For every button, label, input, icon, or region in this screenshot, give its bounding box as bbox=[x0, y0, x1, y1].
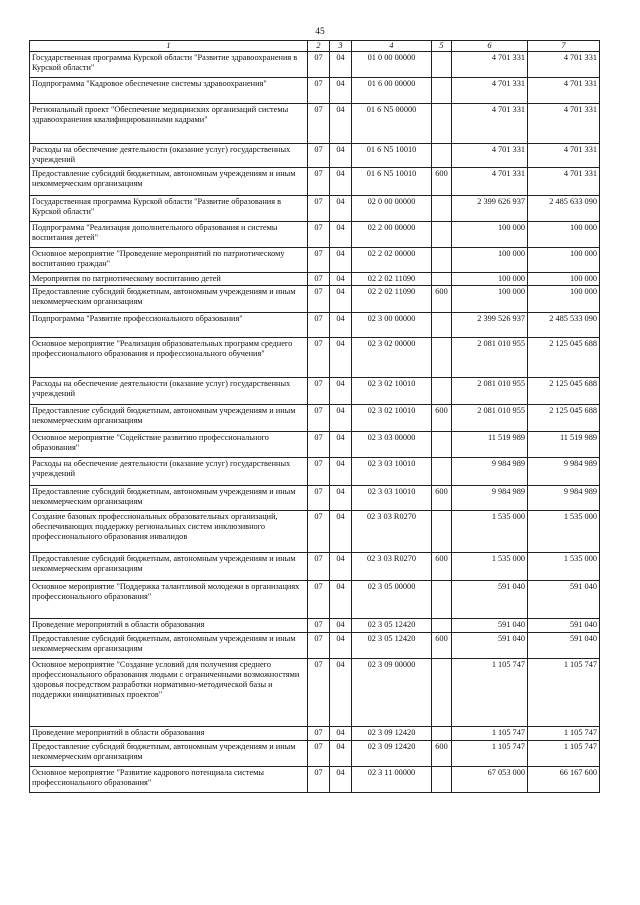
table-row bbox=[30, 659, 600, 727]
row-amount-year-1: 1 105 747 bbox=[452, 659, 528, 727]
row-target-code: 02 3 03 00000 bbox=[352, 432, 432, 458]
row-subsection: 04 bbox=[330, 378, 352, 405]
table-row bbox=[30, 104, 600, 144]
column-header-3: 3 bbox=[330, 41, 352, 52]
table-row bbox=[30, 633, 600, 659]
row-amount-year-2: 100 000 bbox=[528, 273, 600, 286]
row-target-code: 02 2 02 11090 bbox=[352, 273, 432, 286]
row-subsection: 04 bbox=[330, 581, 352, 619]
row-section: 07 bbox=[308, 405, 330, 432]
row-target-code: 02 2 00 00000 bbox=[352, 222, 432, 248]
row-expense-type bbox=[432, 248, 452, 273]
row-amount-year-2: 9 984 989 bbox=[528, 458, 600, 486]
row-subsection: 04 bbox=[330, 405, 352, 432]
row-subsection: 04 bbox=[330, 511, 352, 553]
row-target-code: 02 3 05 00000 bbox=[352, 581, 432, 619]
row-expense-type bbox=[432, 458, 452, 486]
row-amount-year-2: 2 485 633 090 bbox=[528, 196, 600, 222]
table-row bbox=[30, 286, 600, 313]
row-subsection: 04 bbox=[330, 633, 352, 659]
row-amount-year-1: 4 701 331 bbox=[452, 144, 528, 168]
row-name: Основное мероприятие "Создание условий для получения среднего профессионального образования людьми с ограниченными возможностями здоровья посредством разработки нормативно-методической базы и поддержки инициативных проектов" bbox=[30, 659, 308, 727]
row-expense-type bbox=[432, 78, 452, 104]
row-expense-type: 600 bbox=[432, 486, 452, 511]
row-section: 07 bbox=[308, 248, 330, 273]
table-row bbox=[30, 78, 600, 104]
row-amount-year-1: 100 000 bbox=[452, 248, 528, 273]
row-target-code: 02 3 09 00000 bbox=[352, 659, 432, 727]
row-name: Основное мероприятие "Поддержка талантливой молодежи в организациях профессионального образования" bbox=[30, 581, 308, 619]
row-name: Подпрограмма "Реализация дополнительного образования и системы воспитания детей" bbox=[30, 222, 308, 248]
row-section: 07 bbox=[308, 196, 330, 222]
row-expense-type bbox=[432, 432, 452, 458]
row-target-code: 02 3 03 10010 bbox=[352, 486, 432, 511]
row-section: 07 bbox=[308, 619, 330, 633]
row-expense-type bbox=[432, 222, 452, 248]
row-subsection: 04 bbox=[330, 222, 352, 248]
row-subsection: 04 bbox=[330, 286, 352, 313]
row-subsection: 04 bbox=[330, 52, 352, 78]
row-subsection: 04 bbox=[330, 741, 352, 767]
row-expense-type bbox=[432, 104, 452, 144]
row-target-code: 02 3 11 00000 bbox=[352, 767, 432, 793]
row-expense-type bbox=[432, 273, 452, 286]
row-target-code: 01 6 N5 10010 bbox=[352, 144, 432, 168]
row-section: 07 bbox=[308, 104, 330, 144]
row-amount-year-2: 591 040 bbox=[528, 633, 600, 659]
table-row bbox=[30, 248, 600, 273]
row-section: 07 bbox=[308, 511, 330, 553]
row-name: Основное мероприятие "Развитие кадрового потенциала системы профессионального образования" bbox=[30, 767, 308, 793]
row-section: 07 bbox=[308, 144, 330, 168]
row-name: Расходы на обеспечение деятельности (оказание услуг) государственных учреждений bbox=[30, 458, 308, 486]
row-amount-year-2: 2 125 045 688 bbox=[528, 378, 600, 405]
table-row bbox=[30, 486, 600, 511]
row-subsection: 04 bbox=[330, 486, 352, 511]
column-header-1: 1 bbox=[30, 41, 308, 52]
row-section: 07 bbox=[308, 378, 330, 405]
row-amount-year-2: 100 000 bbox=[528, 286, 600, 313]
row-amount-year-1: 2 081 010 955 bbox=[452, 405, 528, 432]
row-target-code: 02 2 02 00000 bbox=[352, 248, 432, 273]
row-subsection: 04 bbox=[330, 619, 352, 633]
row-amount-year-1: 2 399 626 937 bbox=[452, 196, 528, 222]
row-section: 07 bbox=[308, 767, 330, 793]
row-expense-type: 600 bbox=[432, 633, 452, 659]
table-row bbox=[30, 338, 600, 378]
row-expense-type bbox=[432, 511, 452, 553]
row-name: Подпрограмма "Развитие профессионального образования" bbox=[30, 313, 308, 338]
row-amount-year-1: 9 984 989 bbox=[452, 486, 528, 511]
row-name: Предоставление субсидий бюджетным, автономным учреждениям и иным некоммерческим организациям bbox=[30, 286, 308, 313]
row-section: 07 bbox=[308, 581, 330, 619]
row-amount-year-1: 100 000 bbox=[452, 222, 528, 248]
row-target-code: 01 0 00 00000 bbox=[352, 52, 432, 78]
row-amount-year-2: 66 167 600 bbox=[528, 767, 600, 793]
row-amount-year-2: 2 485 533 090 bbox=[528, 313, 600, 338]
row-target-code: 02 3 03 10010 bbox=[352, 458, 432, 486]
row-amount-year-1: 2 081 010 955 bbox=[452, 338, 528, 378]
row-name: Региональный проект "Обеспечение медицинских организаций системы здравоохранения квалифицированными кадрами" bbox=[30, 104, 308, 144]
row-target-code: 02 3 05 12420 bbox=[352, 619, 432, 633]
table-row bbox=[30, 52, 600, 78]
row-subsection: 04 bbox=[330, 78, 352, 104]
row-section: 07 bbox=[308, 168, 330, 196]
row-section: 07 bbox=[308, 486, 330, 511]
row-section: 07 bbox=[308, 553, 330, 581]
row-amount-year-2: 2 125 045 688 bbox=[528, 338, 600, 378]
row-amount-year-2: 591 040 bbox=[528, 619, 600, 633]
column-header-4: 4 bbox=[352, 41, 432, 52]
row-name: Государственная программа Курской области "Развитие образования в Курской области" bbox=[30, 196, 308, 222]
row-subsection: 04 bbox=[330, 168, 352, 196]
column-header-5: 5 bbox=[432, 41, 452, 52]
row-amount-year-1: 4 701 331 bbox=[452, 52, 528, 78]
row-expense-type bbox=[432, 313, 452, 338]
row-amount-year-1: 591 040 bbox=[452, 633, 528, 659]
row-subsection: 04 bbox=[330, 727, 352, 741]
row-section: 07 bbox=[308, 313, 330, 338]
row-section: 07 bbox=[308, 633, 330, 659]
row-name: Предоставление субсидий бюджетным, автономным учреждениям и иным некоммерческим организациям bbox=[30, 553, 308, 581]
column-header-6: 6 bbox=[452, 41, 528, 52]
row-amount-year-2: 2 125 045 688 bbox=[528, 405, 600, 432]
row-amount-year-1: 4 701 331 bbox=[452, 104, 528, 144]
row-subsection: 04 bbox=[330, 144, 352, 168]
row-expense-type bbox=[432, 52, 452, 78]
table-row bbox=[30, 222, 600, 248]
row-section: 07 bbox=[308, 286, 330, 313]
row-name: Государственная программа Курской области "Развитие здравоохранения в Курской области" bbox=[30, 52, 308, 78]
row-expense-type bbox=[432, 767, 452, 793]
table-row bbox=[30, 619, 600, 633]
row-subsection: 04 bbox=[330, 767, 352, 793]
table-row bbox=[30, 727, 600, 741]
row-amount-year-1: 2 081 010 955 bbox=[452, 378, 528, 405]
row-amount-year-2: 1 105 747 bbox=[528, 659, 600, 727]
row-expense-type bbox=[432, 338, 452, 378]
table-row bbox=[30, 432, 600, 458]
row-name: Предоставление субсидий бюджетным, автономным учреждениям и иным некоммерческим организациям bbox=[30, 741, 308, 767]
row-amount-year-1: 591 040 bbox=[452, 619, 528, 633]
row-amount-year-2: 1 105 747 bbox=[528, 741, 600, 767]
row-amount-year-1: 2 399 526 937 bbox=[452, 313, 528, 338]
row-expense-type bbox=[432, 619, 452, 633]
table-row bbox=[30, 458, 600, 486]
row-amount-year-1: 591 040 bbox=[452, 581, 528, 619]
row-section: 07 bbox=[308, 727, 330, 741]
row-subsection: 04 bbox=[330, 338, 352, 378]
row-amount-year-2: 4 701 331 bbox=[528, 52, 600, 78]
row-expense-type bbox=[432, 144, 452, 168]
row-target-code: 02 3 05 12420 bbox=[352, 633, 432, 659]
row-amount-year-2: 100 000 bbox=[528, 248, 600, 273]
row-section: 07 bbox=[308, 659, 330, 727]
table-row bbox=[30, 378, 600, 405]
table-row bbox=[30, 144, 600, 168]
row-target-code: 02 3 02 10010 bbox=[352, 405, 432, 432]
row-target-code: 02 3 09 12420 bbox=[352, 741, 432, 767]
row-amount-year-2: 100 000 bbox=[528, 222, 600, 248]
row-amount-year-1: 100 000 bbox=[452, 273, 528, 286]
row-subsection: 04 bbox=[330, 248, 352, 273]
column-header-7: 7 bbox=[528, 41, 600, 52]
table-row bbox=[30, 313, 600, 338]
row-amount-year-1: 67 053 000 bbox=[452, 767, 528, 793]
row-section: 07 bbox=[308, 432, 330, 458]
row-expense-type bbox=[432, 659, 452, 727]
table-row bbox=[30, 581, 600, 619]
row-section: 07 bbox=[308, 338, 330, 378]
row-amount-year-1: 1 105 747 bbox=[452, 741, 528, 767]
row-expense-type: 600 bbox=[432, 741, 452, 767]
row-name: Предоставление субсидий бюджетным, автономным учреждениям и иным некоммерческим организациям bbox=[30, 633, 308, 659]
table-row bbox=[30, 553, 600, 581]
row-subsection: 04 bbox=[330, 553, 352, 581]
row-name: Предоставление субсидий бюджетным, автономным учреждениям и иным некоммерческим организациям bbox=[30, 405, 308, 432]
row-amount-year-2: 1 535 000 bbox=[528, 511, 600, 553]
row-subsection: 04 bbox=[330, 458, 352, 486]
row-target-code: 02 3 09 12420 bbox=[352, 727, 432, 741]
row-subsection: 04 bbox=[330, 104, 352, 144]
row-name: Расходы на обеспечение деятельности (оказание услуг) государственных учреждений bbox=[30, 378, 308, 405]
row-name: Предоставление субсидий бюджетным, автономным учреждениям и иным некоммерческим организациям bbox=[30, 168, 308, 196]
row-name: Предоставление субсидий бюджетным, автономным учреждениям и иным некоммерческим организациям bbox=[30, 486, 308, 511]
row-amount-year-2: 4 701 331 bbox=[528, 144, 600, 168]
table-header-row bbox=[30, 41, 600, 52]
table-row bbox=[30, 168, 600, 196]
table-row bbox=[30, 196, 600, 222]
row-name: Основное мероприятие "Содействие развитию профессионального образования" bbox=[30, 432, 308, 458]
row-amount-year-1: 11 519 989 bbox=[452, 432, 528, 458]
row-expense-type: 600 bbox=[432, 168, 452, 196]
row-target-code: 02 3 02 00000 bbox=[352, 338, 432, 378]
table-row bbox=[30, 405, 600, 432]
row-expense-type bbox=[432, 378, 452, 405]
budget-table bbox=[29, 40, 600, 793]
row-name: Проведение мероприятий в области образования bbox=[30, 727, 308, 741]
table-row bbox=[30, 511, 600, 553]
row-amount-year-1: 4 701 331 bbox=[452, 168, 528, 196]
row-name: Мероприятия по патриотическому воспитанию детей bbox=[30, 273, 308, 286]
row-amount-year-2: 11 519 989 bbox=[528, 432, 600, 458]
row-amount-year-1: 1 535 000 bbox=[452, 511, 528, 553]
row-amount-year-2: 4 701 331 bbox=[528, 168, 600, 196]
row-amount-year-1: 1 535 000 bbox=[452, 553, 528, 581]
row-target-code: 02 3 02 10010 bbox=[352, 378, 432, 405]
row-name: Подпрограмма "Кадровое обеспечение системы здравоохранения" bbox=[30, 78, 308, 104]
row-name: Проведение мероприятий в области образования bbox=[30, 619, 308, 633]
row-name: Расходы на обеспечение деятельности (оказание услуг) государственных учреждений bbox=[30, 144, 308, 168]
row-amount-year-2: 1 535 000 bbox=[528, 553, 600, 581]
row-target-code: 02 2 02 11090 bbox=[352, 286, 432, 313]
row-subsection: 04 bbox=[330, 196, 352, 222]
row-target-code: 02 3 03 R0270 bbox=[352, 553, 432, 581]
row-target-code: 01 6 00 00000 bbox=[352, 78, 432, 104]
row-section: 07 bbox=[308, 78, 330, 104]
row-section: 07 bbox=[308, 52, 330, 78]
row-amount-year-2: 4 701 331 bbox=[528, 78, 600, 104]
column-header-2: 2 bbox=[308, 41, 330, 52]
row-subsection: 04 bbox=[330, 313, 352, 338]
row-subsection: 04 bbox=[330, 432, 352, 458]
row-section: 07 bbox=[308, 273, 330, 286]
row-subsection: 04 bbox=[330, 659, 352, 727]
row-target-code: 01 6 N5 00000 bbox=[352, 104, 432, 144]
table-row bbox=[30, 273, 600, 286]
row-target-code: 01 6 N5 10010 bbox=[352, 168, 432, 196]
row-name: Основное мероприятие "Проведение мероприятий по патриотическому воспитанию граждан" bbox=[30, 248, 308, 273]
row-amount-year-1: 9 984 989 bbox=[452, 458, 528, 486]
row-target-code: 02 0 00 00000 bbox=[352, 196, 432, 222]
row-subsection: 04 bbox=[330, 273, 352, 286]
row-section: 07 bbox=[308, 222, 330, 248]
row-expense-type: 600 bbox=[432, 286, 452, 313]
row-expense-type: 600 bbox=[432, 405, 452, 432]
row-expense-type bbox=[432, 727, 452, 741]
row-amount-year-2: 4 701 331 bbox=[528, 104, 600, 144]
row-expense-type bbox=[432, 196, 452, 222]
table-row bbox=[30, 767, 600, 793]
row-amount-year-2: 9 984 989 bbox=[528, 486, 600, 511]
row-section: 07 bbox=[308, 458, 330, 486]
row-section: 07 bbox=[308, 741, 330, 767]
row-name: Основное мероприятие "Реализация образовательных программ среднего профессионального образования и профессионального обучения" bbox=[30, 338, 308, 378]
row-amount-year-1: 4 701 331 bbox=[452, 78, 528, 104]
row-amount-year-1: 1 105 747 bbox=[452, 727, 528, 741]
row-target-code: 02 3 03 R0270 bbox=[352, 511, 432, 553]
table-row bbox=[30, 741, 600, 767]
row-expense-type: 600 bbox=[432, 553, 452, 581]
row-amount-year-1: 100 000 bbox=[452, 286, 528, 313]
row-amount-year-2: 591 040 bbox=[528, 581, 600, 619]
row-name: Создание базовых профессиональных образовательных организаций, обеспечивающих поддержку региональных систем инклюзивного профессионального образования инвалидов bbox=[30, 511, 308, 553]
page-number: 45 bbox=[315, 27, 325, 37]
row-amount-year-2: 1 105 747 bbox=[528, 727, 600, 741]
row-target-code: 02 3 00 00000 bbox=[352, 313, 432, 338]
row-expense-type bbox=[432, 581, 452, 619]
